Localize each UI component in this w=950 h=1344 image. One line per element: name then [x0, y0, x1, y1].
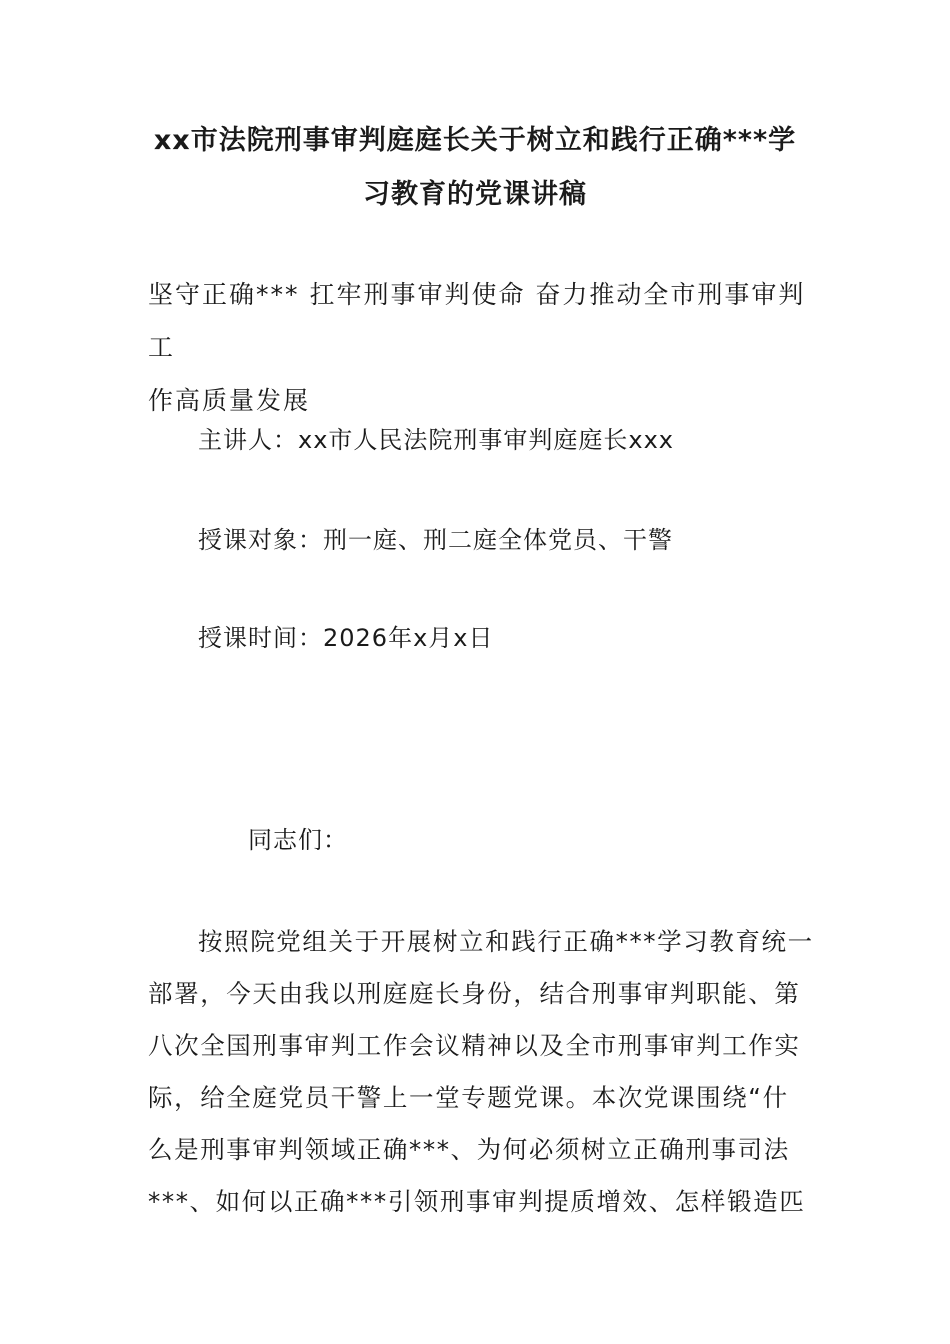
time-line: 授课时间：2026年x月x日 [198, 624, 494, 652]
body-paragraph [148, 916, 813, 1228]
title-line-1: xx市法院刑事审判庭庭长关于树立和践行正确***学 [153, 125, 797, 156]
body-line: 按照院党组关于开展树立和践行正确***学习教育统一 [198, 927, 814, 956]
salutation: 同志们： [248, 826, 348, 854]
document-title [120, 114, 830, 222]
document-subtitle [148, 268, 813, 427]
body-line: 八次全国刑事审判工作会议精神以及全市刑事审判工作实 [148, 1031, 801, 1060]
audience-line: 授课对象：刑一庭、刑二庭全体党员、干警 [198, 526, 673, 554]
body-line: ***、如何以正确***引领刑事审判提质增效、怎样锻造匹 [148, 1187, 806, 1216]
subtitle-line-2: 作高质量发展 [148, 386, 311, 415]
subtitle-line-1: 坚守正确*** 扛牢刑事审判使命 奋力推动全市刑事审判工 [148, 280, 806, 362]
speaker-line: 主讲人：xx市人民法院刑事审判庭庭长xxx [198, 426, 675, 454]
body-line: 部署，今天由我以刑庭庭长身份，结合刑事审判职能、第 [148, 979, 801, 1008]
body-line: 么是刑事审判领域正确***、为何必须树立正确刑事司法 [148, 1135, 790, 1164]
title-line-2: 习教育的党课讲稿 [363, 179, 587, 210]
body-line: 际，给全庭党员干警上一堂专题党课。本次党课围绕“什 [148, 1083, 789, 1112]
